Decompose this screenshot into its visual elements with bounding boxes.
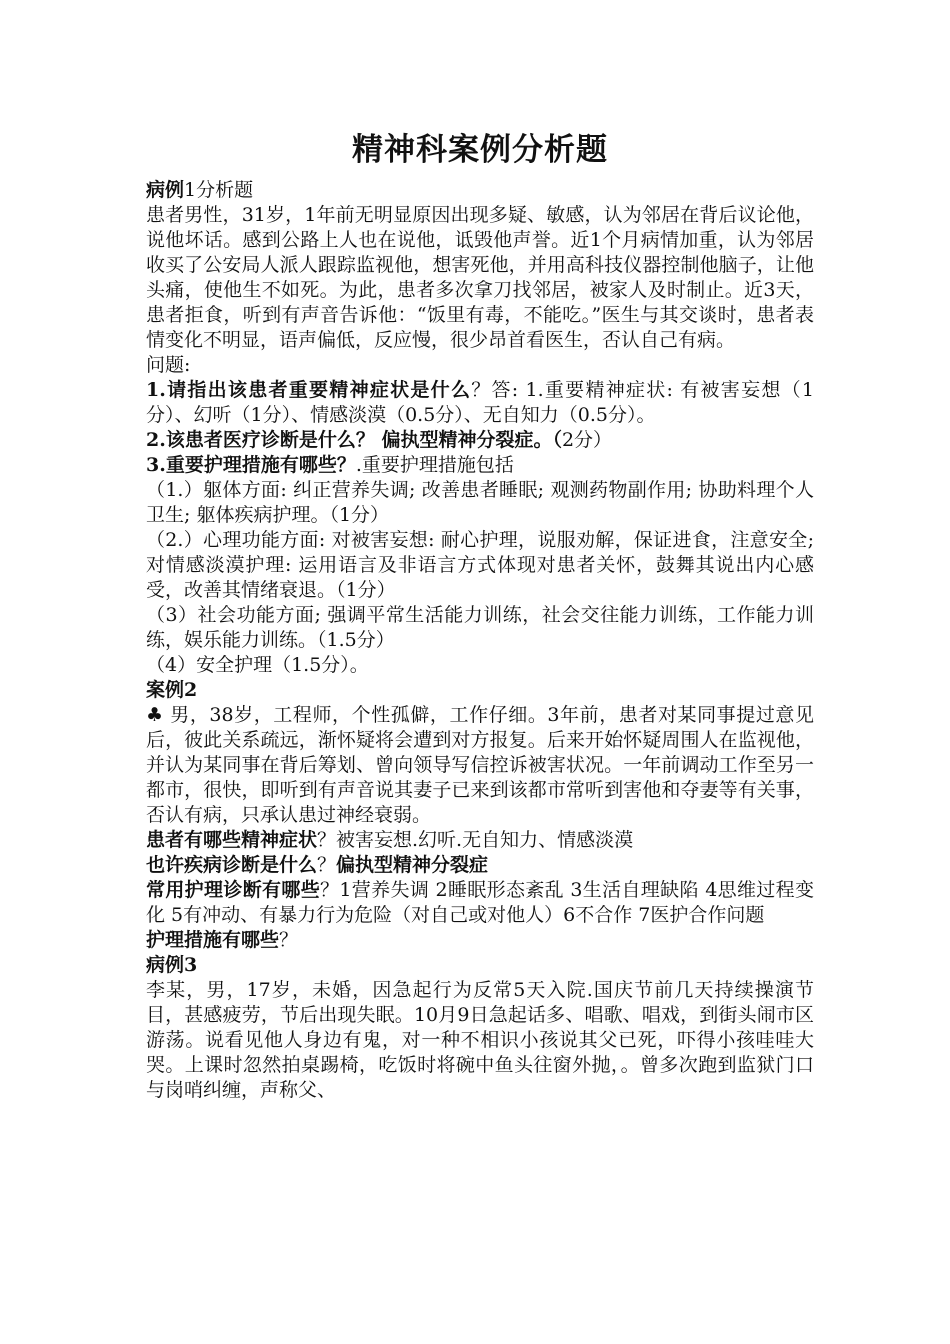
case2-nursing-diagnosis-answer: ？1营养失调 2睡眠形态紊乱 3生活自理缺陷 4思维过程变化 5有冲动、有暴力行为危险（对自己或对他人）6不合作 7医护合作问题 xyxy=(146,879,814,926)
measure-4: （4）安全护理（1.5分）。 xyxy=(146,654,369,676)
question-2 xyxy=(146,428,814,453)
case2-diagnosis-answer: 偏执型精神分裂症 xyxy=(336,854,489,876)
case2-diagnosis-bold: 也许疾病诊断是什么 xyxy=(146,854,318,876)
case1-body: 患者男性，31岁，1年前无明显原因出现多疑、敏感，认为邻居在背后议论他，说他坏话。感到公路上人也在说他，诋毁他声誉。近1个月病情加重，认为邻居收买了公安局人派人跟踪监视他，想害死他，并用高科技仪器控制他脑子，让他头痛，使他生不如死。为此，患者多次拿刀找邻居，被家人及时制止。近3天，患者拒食，听到有声音告诉他：“饭里有毒，不能吃。”医生与其交谈时，患者表情变化不明显，语声偏低，反应慢，很少昂首看医生，否认自己有病。 xyxy=(146,204,814,351)
measure-1: （1.）躯体方面: 纠正营养失调; 改善患者睡眠; 观测药物副作用; 协助料理个人卫生; 躯体疾病护理。（1分） xyxy=(146,479,814,526)
case2-nursing-measures-rest: ？ xyxy=(279,929,299,951)
case2-diagnosis-mark: ？ xyxy=(317,854,337,876)
case2-symptoms-answer: ？被害妄想.幻听.无自知力、情感淡漠 xyxy=(317,829,634,851)
question-3 xyxy=(146,453,814,478)
case1-heading xyxy=(146,178,814,203)
question-2-rest: 2分） xyxy=(561,429,613,451)
case2-nursing-diagnosis-bold: 常用护理诊断有哪些 xyxy=(146,879,321,901)
case2-nursing-diagnosis xyxy=(146,878,814,928)
measure-2: （2.）心理功能方面: 对被害妄想: 耐心护理，说服劝解，保证进食，注意安全; 对情感淡漠护理: 运用语言及非语言方式体现对患者关怀，鼓舞其说出内心感受，改善其情绪衰退。（1分） xyxy=(146,529,814,601)
questions-label: 问题: xyxy=(146,354,191,376)
question-1 xyxy=(146,378,814,428)
case2-nursing-measures-bold: 护理措施有哪些 xyxy=(146,929,280,951)
document-title: 精神科案例分析题 xyxy=(352,132,608,168)
case1-heading-rest: 1分析题 xyxy=(184,179,254,201)
case1-heading-bold: 病例 xyxy=(146,179,185,201)
case2-diagnosis xyxy=(146,853,814,878)
measure-3: （3）社会功能方面; 强调平常生活能力训练，社会交往能力训练，工作能力训练，娱乐能力训练。（1.5分） xyxy=(146,604,814,651)
question-2-bold: 2.该患者医疗诊断是什么？ 偏执型精神分裂症。（ xyxy=(146,429,562,451)
case2-body xyxy=(146,703,814,828)
club-icon: ♣ xyxy=(146,704,164,726)
case2-nursing-measures xyxy=(146,928,814,953)
case2-body-text: 男，38岁，工程师，个性孤僻，工作仔细。3年前，患者对某同事提过意见后，彼此关系疏远，渐怀疑将会遭到对方报复。后来开始怀疑周围人在监视他，并认为某同事在背后筹划、曾向领导写信控诉被害状况。一年前调动工作至另一都市，很快，即听到有声音说其妻子已来到该都市常听到害他和夺妻等有关事，否认有病，只承认患过神经衰弱。 xyxy=(146,704,814,826)
question-3-bold: 3.重要护理措施有哪些？ xyxy=(146,454,356,476)
document-page xyxy=(146,128,814,1103)
case3-body: 李某，男，17岁，未婚，因急起行为反常5天入院.国庆节前几天持续操演节目，甚感疲劳，节后出现失眠。10月9日急起话多、唱歌、唱戏，到街头闹市区游荡。说看见他人身边有鬼，对一种不相识小孩说其父已死，吓得小孩哇哇大哭。上课时忽然拍桌踢椅，吃饭时将碗中鱼头往窗外抛，。曾多次跑到监狱门口与岗哨纠缠，声称父、 xyxy=(146,979,814,1101)
case2-symptoms-bold: 患者有哪些精神症状 xyxy=(146,829,318,851)
case2-heading: 案例2 xyxy=(146,679,198,701)
case2-symptoms xyxy=(146,828,814,853)
case3-heading: 病例3 xyxy=(146,954,198,976)
question-1-bold: 1.请指出该患者重要精神症状是什么 xyxy=(146,379,472,401)
question-3-rest: .重要护理措施包括 xyxy=(355,454,514,476)
question-1-answer: ？答: 1.重要精神症状: 有被害妄想（1分）、幻听（1分）、情感淡漠（0.5分）、无自知力（0.5分）。 xyxy=(146,379,814,426)
